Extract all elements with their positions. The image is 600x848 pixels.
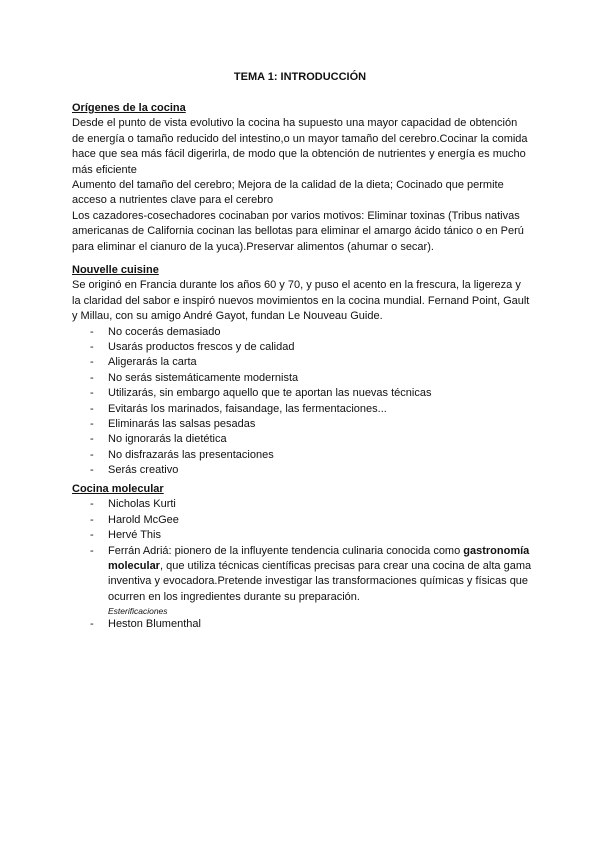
- adria-text-before: Ferrán Adriá: pionero de la influyente tendencia culinaria conocida como: [108, 544, 461, 557]
- dash-bullet: -: [90, 325, 94, 338]
- list-item: [72, 325, 532, 340]
- list-item: [72, 402, 532, 417]
- dash-bullet: -: [90, 418, 94, 431]
- list-item: [72, 513, 532, 528]
- list-item-text: Aligerarás la carta: [108, 356, 197, 369]
- dash-bullet: -: [90, 529, 94, 542]
- list-item: [72, 528, 532, 543]
- list-item-text: Eliminarás las salsas pesadas: [108, 418, 256, 431]
- list-item-text: Hervé This: [108, 529, 161, 542]
- section-heading-nouvelle: Nouvelle cuisine: [72, 264, 159, 276]
- list-item-text: Serás creativo: [108, 464, 179, 477]
- list-item-text: No disfrazarás las presentaciones: [108, 448, 274, 461]
- list-item: [72, 355, 532, 370]
- adria-bold-term: gastronomía molecular: [108, 544, 530, 573]
- list-item: [72, 371, 532, 386]
- dash-bullet: -: [90, 498, 94, 511]
- section-cocina-molecular: [72, 482, 532, 633]
- dash-bullet: -: [90, 618, 94, 631]
- dash-bullet: -: [90, 544, 94, 557]
- section-origenes: [72, 101, 532, 255]
- esterificaciones-note: Esterificaciones: [108, 606, 168, 617]
- list-item-text: No serás sistemáticamente modernista: [108, 371, 299, 384]
- dash-bullet: -: [90, 464, 94, 477]
- list-item: [72, 617, 532, 632]
- list-item: [72, 463, 532, 478]
- list-item: [72, 417, 532, 432]
- list-item-text: Harold McGee: [108, 513, 179, 526]
- dash-bullet: -: [90, 448, 94, 461]
- list-item: [72, 448, 532, 463]
- paragraph: Aumento del tamaño del cerebro; Mejora de la calidad de la dieta; Cocinado que permite acceso a nutrientes clave para el cerebro: [72, 179, 504, 207]
- molecular-list: [72, 497, 532, 632]
- list-item-text: Evitarás los marinados, faisandage, las fermentaciones...: [108, 402, 387, 415]
- list-item: [72, 340, 532, 355]
- dash-bullet: -: [90, 356, 94, 369]
- paragraph: Los cazadores-cosechadores cocinaban por varios motivos: Eliminar toxinas (Tribus nativas americanas de California cocinan las bellotas para eliminar el amargo ácido tánico o en Perú para eliminar el cianuro de la yuca).Preservar alimentos (ahumar o secar).: [72, 209, 524, 253]
- list-item: [72, 432, 532, 447]
- section-heading-molecular: Cocina molecular: [72, 483, 164, 495]
- list-item-text: No cocerás demasiado: [108, 325, 221, 338]
- list-item-text: Nicholas Kurti: [108, 498, 176, 511]
- dash-bullet: -: [90, 513, 94, 526]
- section-heading-origenes: Orígenes de la cocina: [72, 102, 186, 114]
- dash-bullet: -: [90, 341, 94, 354]
- list-item-text: No ignorarás la dietética: [108, 433, 227, 446]
- list-item: [72, 386, 532, 401]
- section-nouvelle-cuisine: [72, 263, 532, 479]
- dash-bullet: -: [90, 371, 94, 384]
- list-item-text: Heston Blumenthal: [108, 618, 201, 631]
- document-title: TEMA 1: INTRODUCCIÓN: [233, 71, 367, 83]
- adria-text-after: , que utiliza técnicas científicas precisas para crear una cocina de alta gama inventiva y evocadora.Pretende investigar las transformaciones químicas y físicas que ocurren en los ingredientes durante su preparación.: [108, 560, 532, 603]
- nouvelle-rules-list: [72, 325, 532, 479]
- list-item-adria: [72, 544, 532, 618]
- dash-bullet: -: [90, 433, 94, 446]
- dash-bullet: -: [90, 402, 94, 415]
- dash-bullet: -: [90, 387, 94, 400]
- list-item-text: Utilizarás, sin embargo aquello que te aportan las nuevas técnicas: [108, 387, 432, 400]
- list-item-text: Usarás productos frescos y de calidad: [108, 341, 295, 354]
- list-item: [72, 497, 532, 512]
- paragraph: Desde el punto de vista evolutivo la cocina ha supuesto una mayor capacidad de obtención de energía o tamaño reducido del intestino,o un mayor tamaño del cerebro.Cocinar la comida hace que sea más fácil digerirla, de modo que la obtención de nutrientes y energía es mucho más eficiente: [72, 117, 528, 176]
- paragraph: Se originó en Francia durante los años 60 y 70, y puso el acento en la frescura, la ligereza y la claridad del sabor e inspiró nuevos movimientos en la cocina mundial. Fernand Point, Gault y Millau, con su amigo André Gayot, fundan Le Nouveau Guide.: [72, 279, 530, 323]
